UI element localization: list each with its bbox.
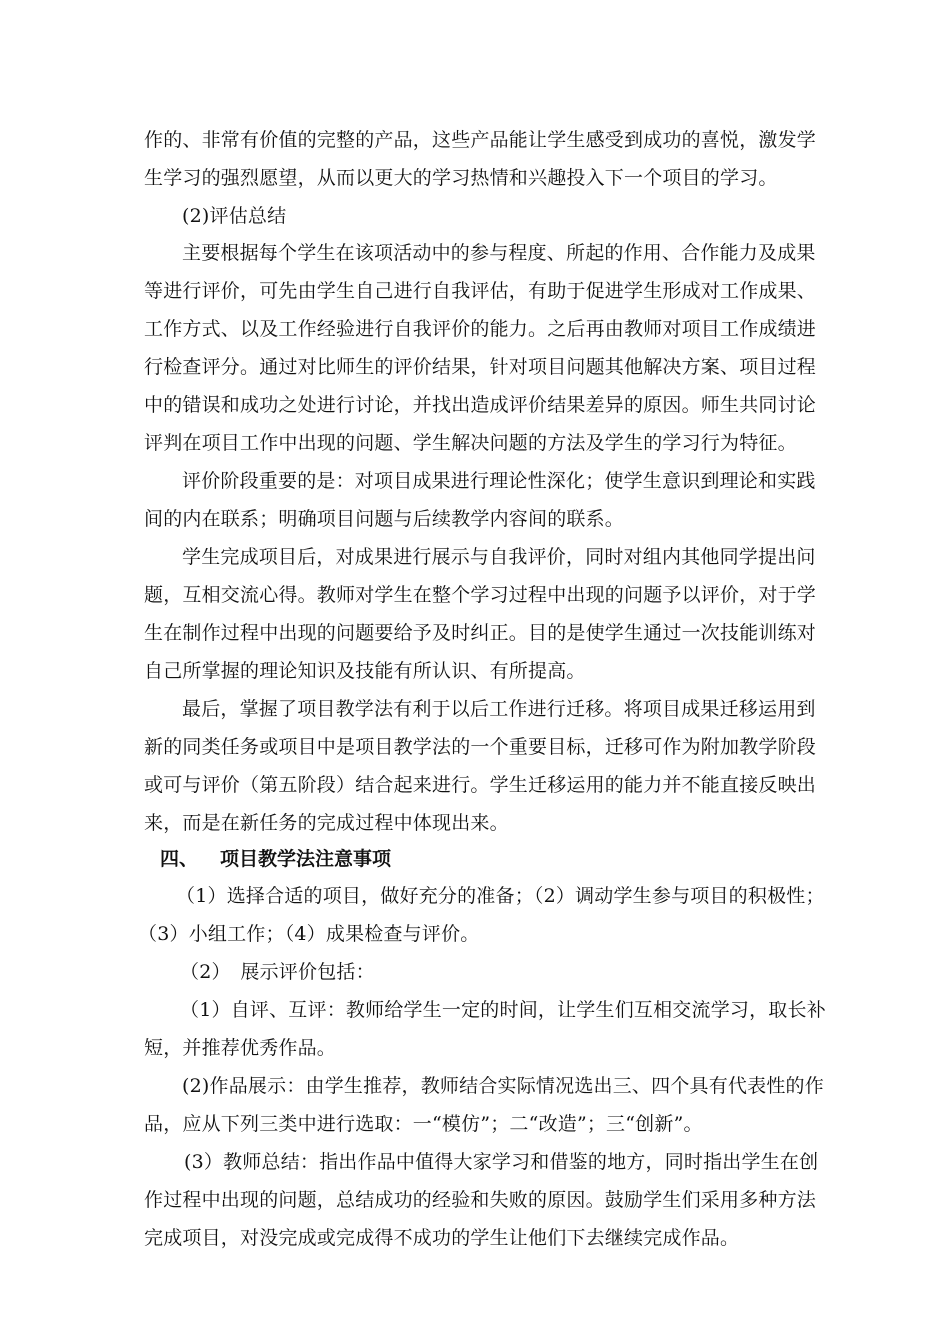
paragraph-line: 评价阶段重要的是：对项目成果进行理论性深化；使学生意识到理论和实践 xyxy=(182,470,816,492)
paragraph-line: （3）小组工作；（4）成果检查与评价。 xyxy=(138,923,480,945)
paragraph-line: 行检查评分。通过对比师生的评价结果，针对项目问题其他解决方案、项目过程 xyxy=(144,356,817,378)
paragraph-line: 来，而是在新任务的完成过程中体现出来。 xyxy=(144,812,509,834)
paragraph-line: （1）选择合适的项目，做好充分的准备；（2）调动学生参与项目的积极性； xyxy=(176,885,825,907)
paragraph-line: 评判在项目工作中出现的问题、学生解决问题的方法及学生的学习行为特征。 xyxy=(144,432,797,454)
paragraph-line: 或可与评价（第五阶段）结合起来进行。学生迁移运用的能力并不能直接反映出 xyxy=(144,774,817,796)
paragraph-line: 最后，掌握了项目教学法有利于以后工作进行迁移。将项目成果迁移运用到 xyxy=(182,698,816,720)
paragraph-line: （1）自评、互评：教师给学生一定的时间，让学生们互相交流学习，取长补 xyxy=(180,999,826,1021)
paragraph-line: 间的内在联系；明确项目问题与后续教学内容间的联系。 xyxy=(144,508,625,530)
paragraph-line: 中的错误和成功之处进行讨论，并找出造成评价结果差异的原因。师生共同讨论 xyxy=(144,394,817,416)
paragraph-line: 生学习的强烈愿望，从而以更大的学习热情和兴趣投入下一个项目的学习。 xyxy=(144,167,778,189)
paragraph-line: （2） 展示评价包括： xyxy=(180,961,375,983)
paragraph-line: 主要根据每个学生在该项活动中的参与程度、所起的作用、合作能力及成果 xyxy=(182,242,816,264)
paragraph-line: 新的同类任务或项目中是项目教学法的一个重要目标，迁移可作为附加教学阶段 xyxy=(144,736,817,758)
section-heading xyxy=(160,847,391,871)
paragraph-line: 短，并推荐优秀作品。 xyxy=(144,1037,337,1059)
paragraph-line: 生在制作过程中出现的问题要给予及时纠正。目的是使学生通过一次技能训练对 xyxy=(144,622,817,644)
paragraph-line: 作的、非常有价值的完整的产品，这些产品能让学生感受到成功的喜悦，激发学 xyxy=(144,129,817,151)
paragraph-line: (2)作品展示：由学生推荐，教师结合实际情况选出三、四个具有代表性的作 xyxy=(182,1075,824,1097)
paragraph-line: 作过程中出现的问题，总结成功的经验和失败的原因。鼓励学生们采用多种方法 xyxy=(144,1189,817,1211)
paragraph-line: 学生完成项目后，对成果进行展示与自我评价，同时对组内其他同学提出问 xyxy=(182,546,816,568)
paragraph-line: (3）教师总结：指出作品中值得大家学习和借鉴的地方，同时指出学生在创 xyxy=(184,1151,819,1173)
paragraph-line: 品，应从下列三类中进行选取：一“模仿”；二“改造”；三“创新”。 xyxy=(144,1113,703,1135)
paragraph-line: 工作方式、以及工作经验进行自我评价的能力。之后再由教师对项目工作成绩进 xyxy=(144,318,817,340)
paragraph-line: 完成项目，对没完成或完成得不成功的学生让他们下去继续完成作品。 xyxy=(144,1227,740,1249)
subheading-line: (2)评估总结 xyxy=(182,205,287,227)
section-number: 四、 xyxy=(160,848,199,870)
section-title: 项目教学法注意事项 xyxy=(220,848,392,870)
paragraph-line: 题，互相交流心得。教师对学生在整个学习过程中出现的问题予以评价，对于学 xyxy=(144,584,817,606)
paragraph-line: 自己所掌握的理论知识及技能有所认识、有所提高。 xyxy=(144,660,586,682)
paragraph-line: 等进行评价，可先由学生自己进行自我评估，有助于促进学生形成对工作成果、 xyxy=(144,280,817,302)
